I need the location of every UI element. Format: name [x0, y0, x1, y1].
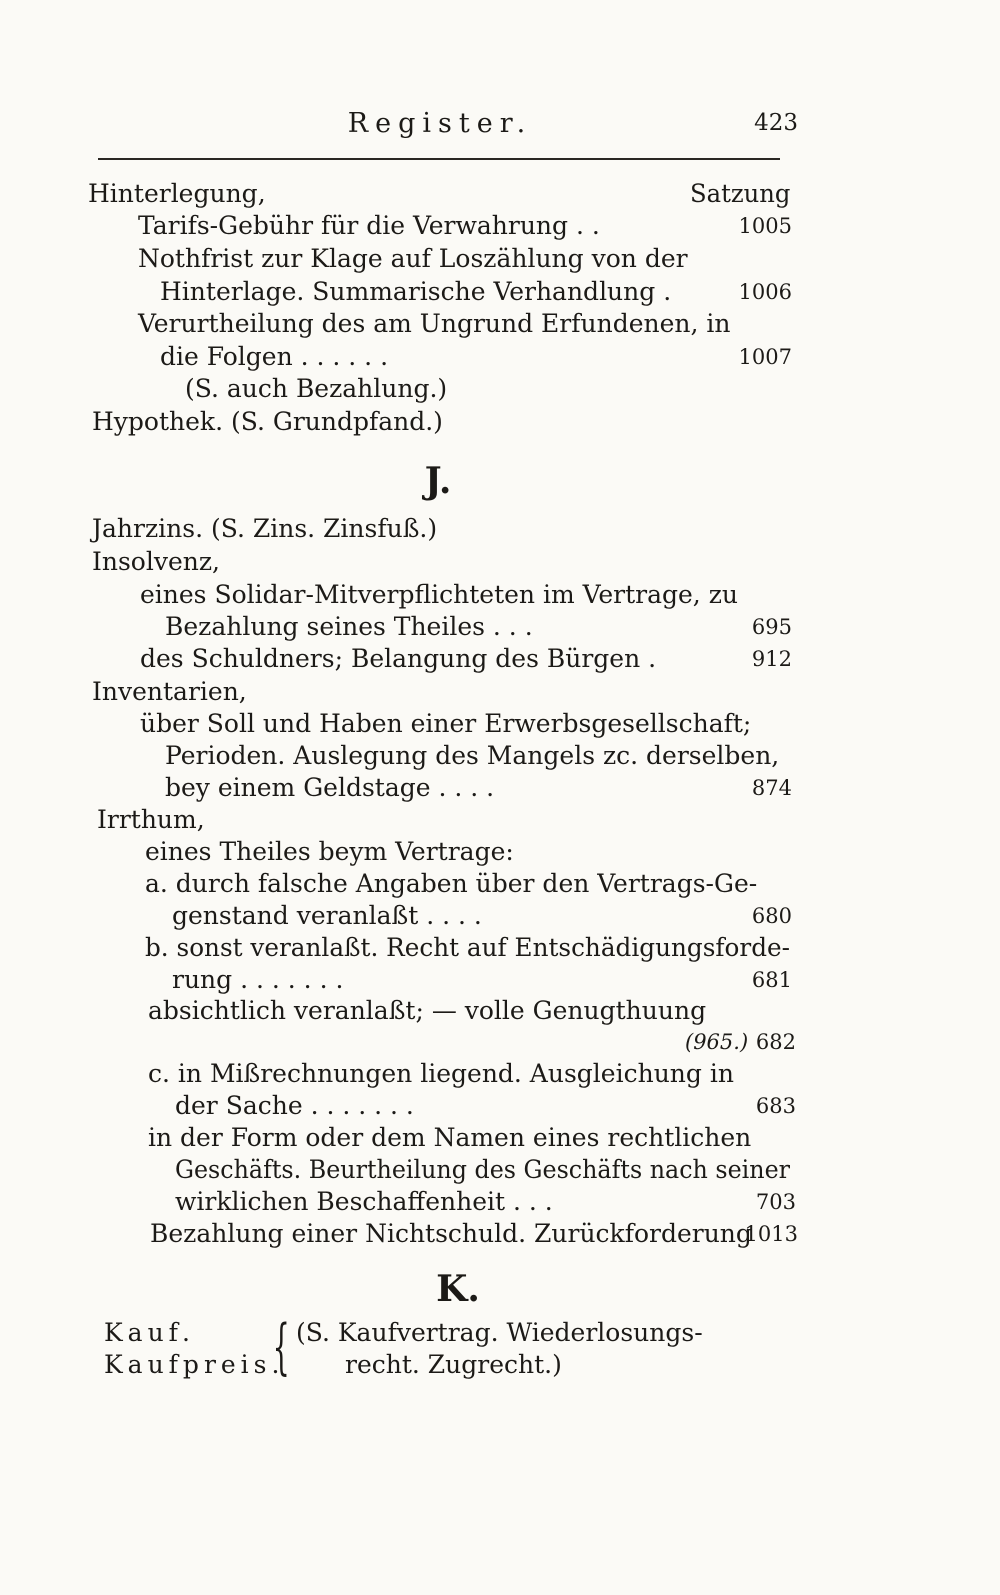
entry-insolvenz: Insolvenz, [92, 547, 220, 576]
running-header-title: Register. [347, 108, 533, 139]
entry-soll-line2: Perioden. Auslegung des Mangels zc. derselben, [165, 741, 780, 770]
section-letter-k: K. [436, 1268, 480, 1310]
entry-solidar-line2: Bezahlung seines Theiles . . . [165, 612, 533, 641]
entry-absicht-ref: (965.) [685, 1030, 749, 1054]
entry-irrthum: Irrthum, [97, 805, 205, 834]
page-ref-schuldners: 912 [751, 647, 792, 671]
page-ref-b: 681 [751, 968, 792, 992]
section-letter-j: J. [424, 460, 452, 502]
entry-kauf: Kauf. [104, 1318, 195, 1347]
entry-nothfrist-line2: Hinterlage. Summarische Verhandlung . [160, 277, 672, 306]
page-ref-soll: 874 [751, 776, 792, 800]
grouping-brace: { [272, 1312, 290, 1382]
entry-form-line3: wirklichen Beschaffenheit . . . [175, 1187, 553, 1216]
page-ref-c: 683 [755, 1094, 796, 1118]
entry-form-line1: in der Form oder dem Namen eines rechtlichen [148, 1123, 752, 1152]
entry-solidar-line1: eines Solidar-Mitverpflichteten im Vertrage, zu [140, 580, 738, 609]
entry-b-line2: rung . . . . . . . [172, 965, 344, 994]
entry-c-line2: der Sache . . . . . . . [175, 1091, 414, 1120]
page-ref-absicht: 682 [755, 1030, 796, 1054]
entry-verurtheilung-line2: die Folgen . . . . . . [160, 342, 389, 371]
page-ref-nichtschuld: 1013 [744, 1222, 798, 1246]
page-ref-a: 680 [751, 904, 792, 928]
header-rule [98, 158, 780, 160]
entry-tarifs: Tarifs-Gebühr für die Verwahrung . . [138, 211, 600, 240]
page-ref-solidar: 695 [751, 615, 792, 639]
page-ref-nothfrist: 1006 [738, 280, 792, 304]
page-number: 423 [754, 110, 798, 136]
entry-b-line1: b. sonst veranlaßt. Recht auf Entschädigungsforde- [145, 933, 790, 962]
entry-soll-line1: über Soll und Haben einer Erwerbsgesellschaft; [140, 709, 752, 738]
entry-nothfrist-line1: Nothfrist zur Klage auf Loszählung von der [138, 244, 688, 273]
entry-absicht: absichtlich veranlaßt; — volle Genugthuung [148, 996, 707, 1025]
entry-schuldners: des Schuldners; Belangung des Bürgen . [140, 644, 657, 673]
page-ref-verurtheilung: 1007 [738, 345, 792, 369]
entry-kauf-ref-line2: recht. Zugrecht.) [345, 1350, 562, 1379]
entry-a-line2: genstand veranlaßt . . . . [172, 901, 482, 930]
entry-form-line2: Geschäfts. Beurtheilung des Geschäfts nach seiner [175, 1155, 791, 1184]
entry-inventarien: Inventarien, [92, 677, 247, 706]
page-ref-tarifs: 1005 [738, 214, 792, 238]
entry-see-bezahlung: (S. auch Bezahlung.) [185, 374, 448, 403]
entry-hypothek: Hypothek. (S. Grundpfand.) [92, 407, 443, 436]
entry-a-line1: a. durch falsche Angaben über den Vertrags-Ge- [145, 869, 758, 898]
entry-nichtschuld: Bezahlung einer Nichtschuld. Zurückforderung [150, 1219, 752, 1248]
entry-kauf-ref-line1: (S. Kaufvertrag. Wiederlosungs- [296, 1318, 703, 1347]
entry-theiles: eines Theiles beym Vertrage: [145, 837, 514, 866]
entry-c-line1: c. in Mißrechnungen liegend. Ausgleichung in [148, 1059, 734, 1088]
entry-soll-line3: bey einem Geldstage . . . . [165, 773, 495, 802]
page-ref-form: 703 [755, 1190, 796, 1214]
entry-hinterlegung-ref: Satzung [690, 179, 791, 208]
entry-hinterlegung: Hinterlegung, [88, 179, 266, 208]
entry-verurtheilung-line1: Verurtheilung des am Ungrund Erfundenen, in [138, 309, 731, 338]
entry-kaufpreis: Kaufpreis. [104, 1350, 285, 1379]
entry-jahrzins: Jahrzins. (S. Zins. Zinsfuß.) [92, 514, 438, 543]
